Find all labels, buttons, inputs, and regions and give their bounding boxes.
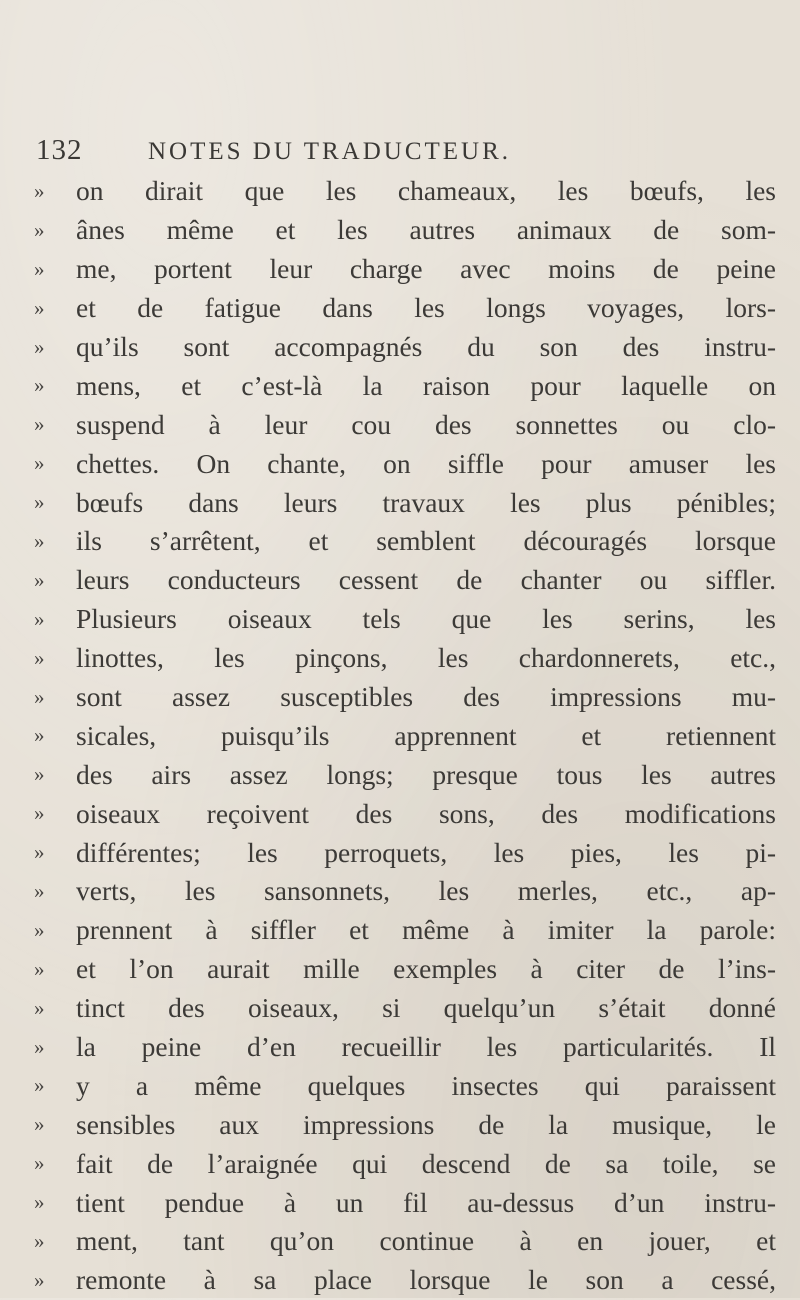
text-line: [30, 678, 776, 717]
line-text: Plusieurs oiseaux tels que les serins, les: [76, 603, 776, 635]
quote-mark: »: [34, 956, 45, 981]
line-text: sicales, puisqu’ils apprennent et retiennent: [76, 719, 776, 751]
line-text: me, portent leur charge avec moins de peine: [76, 253, 776, 285]
line-text: ils s’arrêtent, et semblent découragés lorsque: [76, 525, 776, 557]
line-text: et l’on aurait mille exemples à citer de l’ins-: [76, 953, 776, 985]
body-text: [30, 172, 776, 1300]
text-line: [30, 1028, 776, 1067]
line-text: la peine d’en recueillir les particularités. Il: [76, 1031, 776, 1063]
quote-mark: »: [34, 567, 45, 592]
line-text: ânes même et les autres animaux de som-: [76, 214, 776, 246]
text-line: [30, 950, 776, 989]
text-line: [30, 989, 776, 1028]
line-text: remonte à sa place lorsque le son a cessé,: [76, 1264, 776, 1296]
quote-mark: »: [34, 295, 45, 320]
text-line: [30, 794, 776, 833]
quote-mark: »: [34, 606, 45, 631]
line-text: on dirait que les chameaux, les bœufs, les: [76, 175, 776, 207]
line-text: verts, les sansonnets, les merles, etc., ap-: [76, 875, 776, 907]
quote-mark: »: [34, 256, 45, 281]
quote-mark: »: [34, 645, 45, 670]
quote-mark: »: [34, 178, 45, 203]
text-line: [30, 716, 776, 755]
quote-mark: »: [34, 1034, 45, 1059]
text-line: [30, 1066, 776, 1105]
text-line: [30, 328, 776, 367]
text-line: [30, 405, 776, 444]
text-line: [30, 872, 776, 911]
text-line: [30, 1105, 776, 1144]
line-text: sensibles aux impressions de la musique, le: [76, 1108, 776, 1140]
quote-mark: »: [34, 878, 45, 903]
line-text: ment, tant qu’on continue à en jouer, et: [76, 1225, 776, 1257]
text-line: [30, 561, 776, 600]
line-text: bœufs dans leurs travaux les plus pénibles;: [76, 486, 776, 518]
line-text: leurs conducteurs cessent de chanter ou siffler.: [76, 564, 776, 596]
quote-mark: »: [34, 1267, 45, 1292]
quote-mark: »: [34, 917, 45, 942]
line-text: et de fatigue dans les longs voyages, lors-: [76, 292, 776, 324]
quote-mark: »: [34, 1112, 45, 1137]
line-text: linottes, les pinçons, les chardonnerets, etc.,: [76, 642, 776, 674]
text-line: [30, 1222, 776, 1261]
text-line: [30, 444, 776, 483]
quote-mark: »: [34, 1073, 45, 1098]
quote-mark: »: [34, 528, 45, 553]
text-line: [30, 833, 776, 872]
quote-mark: »: [34, 334, 45, 359]
quote-mark: »: [34, 1151, 45, 1176]
quote-mark: »: [34, 840, 45, 865]
text-line: [30, 211, 776, 250]
quote-mark: »: [34, 1228, 45, 1253]
text-line: [30, 755, 776, 794]
text-line: [30, 172, 776, 211]
text-line: [30, 1261, 776, 1300]
text-line: [30, 250, 776, 289]
text-line: [30, 911, 776, 950]
quote-mark: »: [34, 995, 45, 1020]
quote-mark: »: [34, 801, 45, 826]
text-line: [30, 1144, 776, 1183]
line-text: chettes. On chante, on siffle pour amuser les: [76, 447, 776, 479]
text-line: [30, 522, 776, 561]
text-line: [30, 366, 776, 405]
page-number: 132: [36, 134, 83, 166]
line-text: mens, et c’est-là la raison pour laquelle on: [76, 369, 776, 401]
line-text: tient pendue à un fil au-dessus d’un instru-: [76, 1186, 776, 1218]
quote-mark: »: [34, 451, 45, 476]
quote-mark: »: [34, 1190, 45, 1215]
text-line: [30, 483, 776, 522]
line-text: fait de l’araignée qui descend de sa toile, se: [76, 1147, 776, 1179]
quote-mark: »: [34, 723, 45, 748]
text-line: [30, 600, 776, 639]
text-line: [30, 639, 776, 678]
line-text: tinct des oiseaux, si quelqu’un s’était donné: [76, 992, 776, 1024]
text-line: [30, 289, 776, 328]
line-text: prennent à siffler et même à imiter la parole:: [76, 914, 776, 946]
line-text: différentes; les perroquets, les pies, les pi-: [76, 836, 776, 868]
text-line: [30, 1183, 776, 1222]
line-text: qu’ils sont accompagnés du son des instru-: [76, 331, 776, 362]
line-text: des airs assez longs; presque tous les autres: [76, 758, 776, 790]
quote-mark: »: [34, 490, 45, 515]
quote-mark: »: [34, 412, 45, 437]
line-text: oiseaux reçoivent des sons, des modifications: [76, 797, 776, 829]
quote-mark: »: [34, 217, 45, 242]
running-title: NOTES DU TRADUCTEUR.: [148, 138, 512, 165]
quote-mark: »: [34, 684, 45, 709]
page-header: [36, 134, 776, 174]
line-text: suspend à leur cou des sonnettes ou clo-: [76, 408, 776, 440]
line-text: sont assez susceptibles des impressions mu-: [76, 681, 776, 713]
quote-mark: »: [34, 762, 45, 787]
line-text: y a même quelques insectes qui paraissent: [76, 1069, 776, 1101]
quote-mark: »: [34, 373, 45, 398]
